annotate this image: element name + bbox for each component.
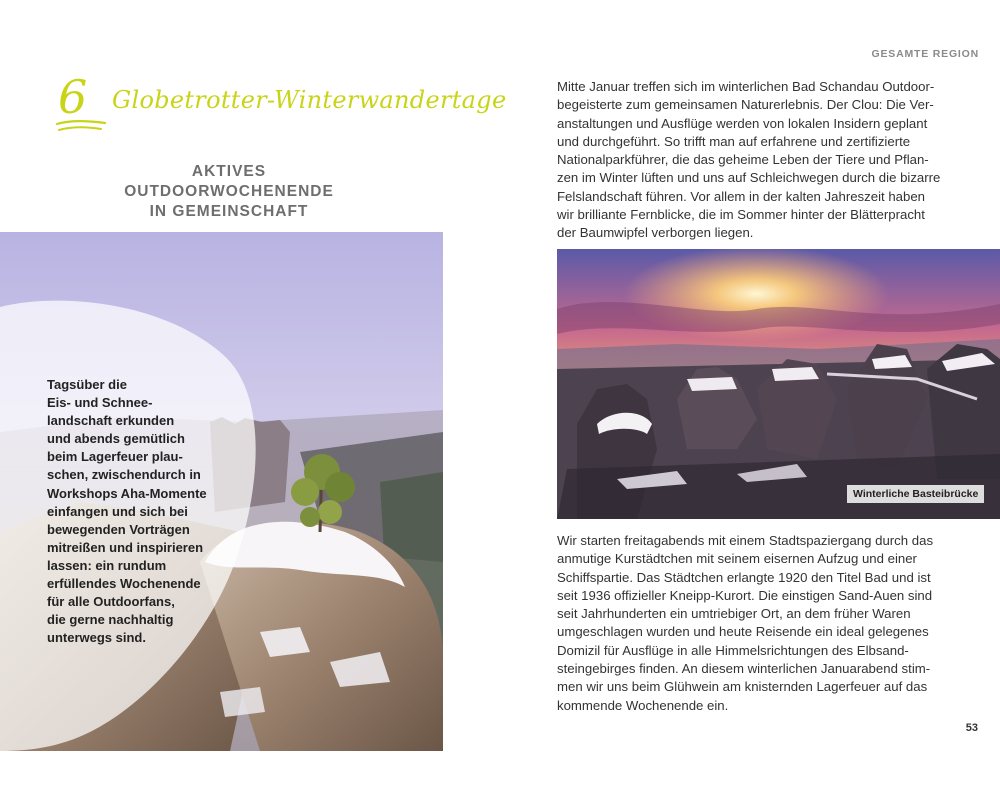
- page-number: 53: [965, 722, 978, 734]
- subtitle-line-2: IN GEMEINSCHAFT: [149, 203, 309, 220]
- chapter-underline-swash: [55, 118, 107, 134]
- photo-overlay-text: Tagsüber die Eis- und Schnee- landschaft erkunden und abends gemütlich beim Lagerfeuer plau- schen, zwischendurch in Workshops Aha-Momente einfangen und sich bei bewegenden Vorträgen mitreißen und inspirieren lassen: ein rundum erfüllendes Wochenende für alle Outdoorfans, die gerne nachhaltig unterwegs sind.: [47, 377, 207, 646]
- section-label: GESAMTE REGION: [871, 48, 979, 60]
- chapter-title: Globetrotter-Winterwandertage: [112, 86, 507, 114]
- body-paragraph-2: Wir starten freitagabends mit einem Stadtspaziergang durch das anmutige Kurstädtchen mit seinem eisernen Aufzug und einer Schiffspartie. Das Städtchen erlangte 1920 den Titel Bad und ist seit 1936 offizieller Kneipp-Kurort. Die einstigen Sand-Auen sind seit Jahrhunderten ein umtriebiger Ort, an dem früher Waren umgeschlagen wurden und heute Reisende ein ideal gelegenes Domizil für Ausflüge in alle Himmelsrichtungen des Elbsand- steingebirges finden. An diesem winterlichen Januarabend stim- men wir uns beim Glühwein am knisternden Lagerfeuer auf das kommende Wochenende ein.: [557, 533, 934, 713]
- chapter-subtitle: [100, 162, 358, 222]
- photo-caption: Winterliche Basteibrücke: [847, 485, 984, 503]
- subtitle-line-1: AKTIVES OUTDOORWOCHENENDE: [124, 163, 334, 200]
- chapter-number: 6: [58, 70, 88, 124]
- right-page: [500, 0, 1000, 800]
- bastei-bridge-sunset-photo: [557, 249, 1000, 519]
- body-paragraph-1: Mitte Januar treffen sich im winterlichen Bad Schandau Outdoor- begeisterte zum gemeinsamen Naturerlebnis. Der Clou: Die Ver- anstaltungen und Ausflüge werden von lokalen Insidern geplant und durchgeführt. So trifft man auf erfahrene und zertifizierte Nationalparkführer, die das geheime Leben der Tiere und Pflan- zen im Winter lüften und uns auf Schleichwegen durch die bizarre Felslandschaft führen. Vor allem in der kalten Jahreszeit haben wir brilliante Fernblicke, die im Sommer hinter der Blätterpracht der Baumwipfel verborgen liegen.: [557, 79, 941, 241]
